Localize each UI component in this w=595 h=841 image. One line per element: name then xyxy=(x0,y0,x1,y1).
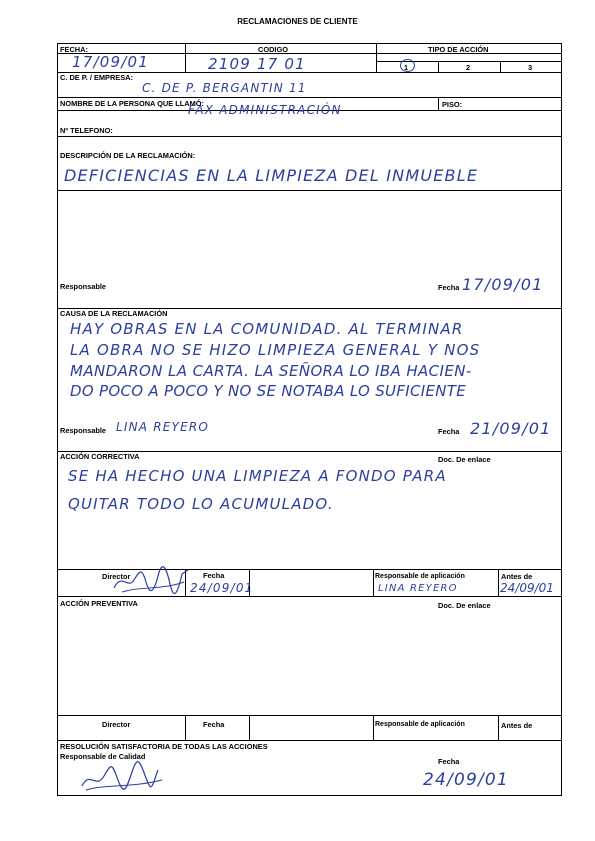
divider xyxy=(58,97,561,98)
correctiva-label: ACCIÓN CORRECTIVA xyxy=(60,452,140,461)
divider xyxy=(438,61,439,72)
descripcion-responsable-label: Responsable xyxy=(60,282,107,291)
causa-line: HAY OBRAS EN LA COMUNIDAD. AL TERMINAR xyxy=(70,320,464,338)
causa-fecha-value: 21/09/01 xyxy=(470,419,552,438)
correctiva-fecha-label: Fecha xyxy=(203,571,225,580)
persona-value: FAX ADMINISTRACIÓN xyxy=(188,103,342,117)
descripcion-label: DESCRIPCIÓN DE LA RECLAMACIÓN: xyxy=(60,151,196,160)
claim-form xyxy=(57,43,562,796)
tipo-option-3[interactable]: 3 xyxy=(528,63,533,72)
preventiva-antes-label: Antes de xyxy=(501,721,533,730)
divider xyxy=(498,569,499,596)
divider xyxy=(58,136,561,137)
preventiva-label: ACCIÓN PREVENTIVA xyxy=(60,599,138,608)
correctiva-antes-label: Antes de xyxy=(501,572,533,581)
descripcion-fecha-label: Fecha xyxy=(438,283,460,292)
divider xyxy=(498,715,499,740)
correctiva-director-label: Director xyxy=(102,572,131,581)
causa-line: LA OBRA NO SE HIZO LIMPIEZA GENERAL Y NOS xyxy=(70,341,481,359)
causa-line: DO POCO A POCO Y NO SE NOTABA LO SUFICIENTE xyxy=(70,382,467,400)
divider xyxy=(58,72,561,73)
descripcion-fecha-value: 17/09/01 xyxy=(462,275,544,294)
preventiva-doc-label: Doc. De enlace xyxy=(438,601,491,610)
tipo-accion-label: TIPO DE ACCIÓN xyxy=(428,45,489,54)
preventiva-director-label: Director xyxy=(102,720,131,729)
codigo-value: 2109 17 01 xyxy=(208,55,306,73)
tipo-option-2[interactable]: 2 xyxy=(466,63,471,72)
causa-label: CAUSA DE LA RECLAMACIÓN xyxy=(60,309,168,318)
divider xyxy=(58,190,561,191)
causa-line: MANDARON LA CARTA. LA SEÑORA LO IBA HACIEN- xyxy=(70,362,472,380)
resolucion-label: RESOLUCIÓN SATISFACTORIA DE TODAS LAS ACCIONES xyxy=(60,742,268,751)
persona-label: NOMBRE DE LA PERSONA QUE LLAMÓ: xyxy=(60,99,204,108)
resolucion-responsable-label: Responsable de Calidad xyxy=(60,752,146,761)
divider xyxy=(185,715,186,740)
divider xyxy=(438,97,439,110)
correctiva-fecha-value: 24/09/01 xyxy=(190,581,254,595)
correctiva-doc-label: Doc. De enlace xyxy=(438,455,491,464)
divider xyxy=(373,715,374,740)
director-signature xyxy=(112,562,192,598)
fecha-label: FECHA: xyxy=(60,45,88,54)
correctiva-line: QUITAR TODO LO ACUMULADO. xyxy=(68,495,334,513)
divider xyxy=(373,569,374,596)
correctiva-line: SE HA HECHO UNA LIMPIEZA A FONDO PARA xyxy=(68,467,447,485)
piso-label: PISO: xyxy=(442,100,463,109)
calidad-signature xyxy=(78,756,168,796)
divider xyxy=(249,715,250,740)
telefono-label: Nº TELEFONO: xyxy=(60,126,113,135)
correctiva-resp-aplicacion-label: Responsable de aplicación xyxy=(375,573,465,580)
causa-responsable-value: LINA REYERO xyxy=(116,420,210,434)
empresa-label: C. DE P. / EMPRESA: xyxy=(60,73,133,82)
codigo-label: CODIGO xyxy=(258,45,288,54)
causa-fecha-label: Fecha xyxy=(438,427,460,436)
descripcion-text: DEFICIENCIAS EN LA LIMPIEZA DEL INMUEBLE xyxy=(64,166,479,185)
fecha-value: 17/09/01 xyxy=(72,53,149,71)
causa-responsable-label: Responsable xyxy=(60,426,107,435)
divider xyxy=(58,715,561,716)
preventiva-resp-aplicacion-label: Responsable de aplicación xyxy=(375,721,465,728)
preventiva-fecha-label: Fecha xyxy=(203,720,225,729)
correctiva-resp-aplicacion-value: LINA REYERO xyxy=(378,583,458,594)
empresa-value: C. DE P. BERGANTIN 11 xyxy=(142,81,307,95)
divider xyxy=(376,44,377,72)
page-title: RECLAMACIONES DE CLIENTE xyxy=(237,17,358,26)
divider xyxy=(500,61,501,72)
divider xyxy=(58,740,561,741)
correctiva-antes-value: 24/09/01 xyxy=(500,581,554,595)
tipo-option-1[interactable]: 1 xyxy=(404,63,409,72)
divider xyxy=(185,44,186,72)
resolucion-fecha-value: 24/09/01 xyxy=(423,770,509,790)
resolucion-fecha-label: Fecha xyxy=(438,757,460,766)
